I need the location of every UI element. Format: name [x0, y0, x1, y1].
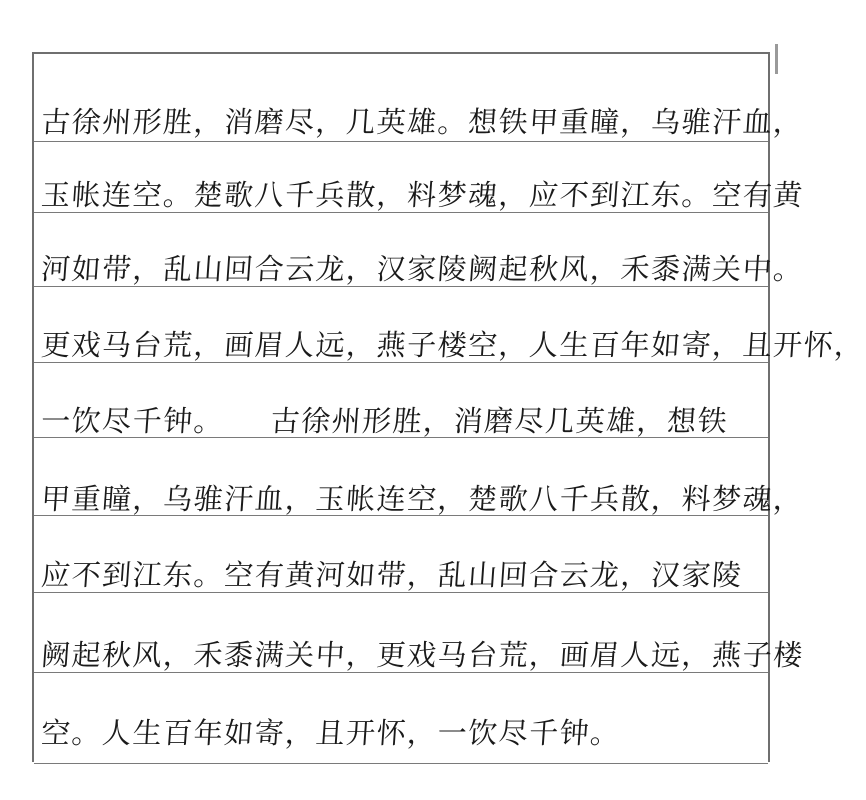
handwritten-line: 一饮尽千钟。 古徐州形胜，消磨尽几英雄，想铁 [40, 404, 730, 438]
bottom-ruled-line [34, 763, 768, 764]
handwritten-line: 玉帐连空。楚歌八千兵散，料梦魂，应不到江东。空有黄 [40, 178, 805, 212]
ruled-line [34, 141, 768, 142]
handwritten-line: 甲重瞳，乌骓汗血，玉帐连空，楚歌八千兵散，料梦魂， [40, 482, 805, 516]
page-edge-mark [775, 44, 778, 74]
handwritten-line: 更戏马台荒，画眉人远，燕子楼空，人生百年如寄，且开怀， [40, 328, 866, 362]
handwritten-line: 阙起秋风，禾黍满关中，更戏马台荒，画眉人远，燕子楼 [40, 638, 805, 672]
handwritten-line: 河如带，乱山回合云龙，汉家陵阙起秋风，禾黍满关中。 [40, 252, 805, 286]
handwritten-line: 应不到江东。空有黄河如带，乱山回合云龙，汉家陵 [40, 558, 744, 592]
handwritten-line: 古徐州形胜，消磨尽，几英雄。想铁甲重瞳，乌骓汗血， [40, 105, 805, 139]
handwritten-line: 空。人生百年如寄，且开怀，一饮尽千钟。 [40, 716, 622, 750]
